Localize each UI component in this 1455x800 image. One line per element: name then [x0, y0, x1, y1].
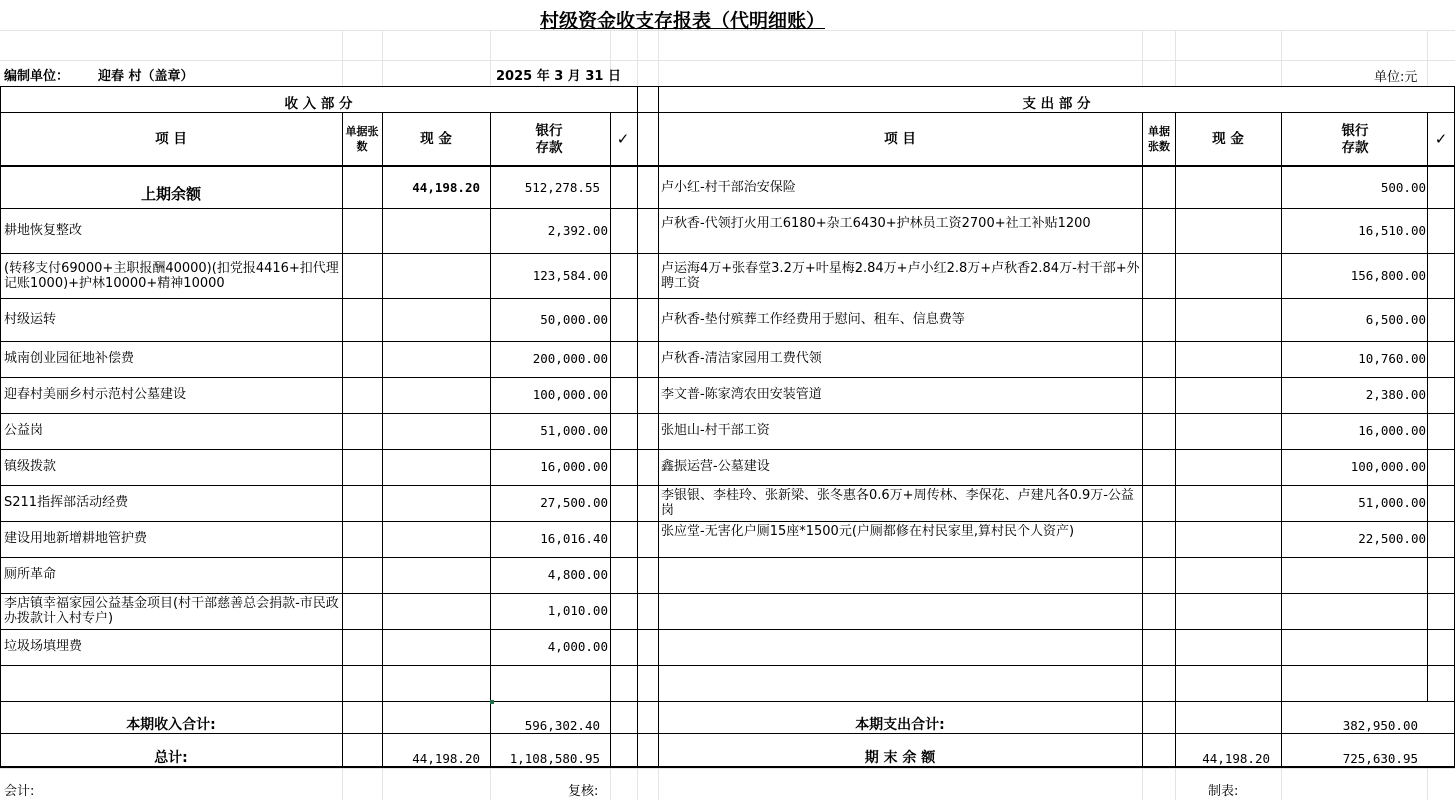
ending-balance-bank[interactable]: 725,630.95 [1342, 751, 1418, 766]
income-row-item[interactable]: 李店镇幸福家园公益基金项目(村干部慈善总会捐款-市民政办拨款计入村专户) [4, 596, 339, 626]
income-row-bank[interactable]: 1,010.00 [547, 603, 608, 618]
expense-total-bank[interactable]: 382,950.00 [1342, 718, 1418, 733]
income-row-bank[interactable]: 2,392.00 [547, 222, 608, 238]
unit-name[interactable]: 迎春 村（盖章） [98, 69, 194, 84]
expense-bank-header[interactable]: 银行存款 [1341, 123, 1369, 156]
income-row-item[interactable]: 迎春村美丽乡村示范村公墓建设 [4, 387, 187, 402]
expense-total-label[interactable]: 本期支出合计: [855, 717, 945, 733]
income-row-bank[interactable]: 50,000.00 [540, 311, 608, 327]
income-check-header[interactable]: ✓ [616, 130, 630, 148]
income-row-bank[interactable]: 200,000.00 [532, 351, 608, 366]
ending-balance-label[interactable]: 期 末 余 额 [864, 750, 936, 766]
income-row-bank[interactable]: 16,016.40 [540, 531, 608, 546]
footer-accountant[interactable]: 会计: [4, 784, 35, 799]
income-row-item[interactable]: S211指挥部活动经费 [4, 495, 129, 510]
expense-row-item[interactable]: 卢运海4万+张春堂3.2万+叶星梅2.84万+卢小红2.8万+卢秋香2.84万-村干部+外聘工资 [661, 260, 1140, 291]
income-row-bank[interactable]: 51,000.00 [540, 423, 608, 438]
cell-marker [490, 700, 494, 704]
expense-row-item[interactable]: 鑫振运营-公墓建设 [661, 459, 770, 474]
expense-row-bank[interactable]: 6,500.00 [1365, 311, 1426, 327]
report-date[interactable]: 2025 年 3 月 31 日 [496, 69, 621, 84]
income-item-header[interactable]: 项 目 [155, 131, 187, 147]
expense-row-item[interactable]: 张应堂-无害化户厕15座*1500元(户厕都修在村民家里,算村民个人资产) [661, 524, 1075, 539]
ending-balance-cash[interactable]: 44,198.20 [1202, 751, 1270, 766]
income-row-cash[interactable]: 44,198.20 [412, 180, 480, 195]
expense-row-bank[interactable]: 16,000.00 [1358, 423, 1426, 438]
expense-cash-header[interactable]: 现 金 [1212, 131, 1244, 147]
income-total-label[interactable]: 本期收入合计: [126, 717, 216, 733]
expense-row-bank[interactable]: 22,500.00 [1358, 531, 1426, 546]
income-row-item[interactable]: 耕地恢复整改 [4, 222, 83, 238]
expense-row-item[interactable]: 卢小红-村干部治安保险 [661, 180, 796, 195]
expense-item-header[interactable]: 项 目 [884, 131, 916, 147]
footer-preparer[interactable]: 制表: [1208, 784, 1239, 799]
income-row-item[interactable]: 公益岗 [4, 423, 44, 438]
income-bank-header[interactable]: 银行存款 [535, 123, 563, 156]
income-row-item[interactable]: 厕所革命 [4, 567, 57, 582]
grand-total-label[interactable]: 总计: [154, 750, 188, 766]
income-row-bank[interactable]: 4,000.00 [547, 639, 608, 654]
expense-row-item[interactable]: 张旭山-村干部工资 [661, 423, 770, 438]
income-row-item[interactable]: 建设用地新增耕地管护费 [4, 531, 148, 546]
expense-row-bank[interactable]: 100,000.00 [1350, 459, 1426, 474]
expense-row-bank[interactable]: 10,760.00 [1358, 351, 1426, 366]
income-row-bank[interactable]: 4,800.00 [547, 567, 608, 582]
income-section-header[interactable]: 收 入 部 分 [284, 96, 353, 112]
income-row-bank[interactable]: 512,278.55 [524, 180, 600, 195]
expense-row-item[interactable]: 卢秋香-垫付殡葬工作经费用于慰问、租车、信息费等 [661, 311, 965, 327]
income-row-item[interactable]: 城南创业园征地补偿费 [4, 351, 135, 366]
expense-row-item[interactable]: 李文普-陈家湾农田安装管道 [661, 387, 822, 402]
income-row-bank[interactable]: 123,584.00 [532, 267, 608, 283]
expense-section-header[interactable]: 支 出 部 分 [1022, 96, 1091, 112]
income-row-item[interactable]: 上期余额 [140, 185, 201, 203]
expense-row-item[interactable]: 李银银、李桂玲、张新梁、张冬惠各0.6万+周传林、李保花、卢建凡各0.9万-公益岗 [661, 488, 1134, 518]
grand-total-bank[interactable]: 1,108,580.95 [509, 751, 600, 766]
income-row-item[interactable]: 村级运转 [4, 311, 57, 327]
currency-unit[interactable]: 单位:元 [1374, 70, 1418, 85]
income-row-item[interactable]: (转移支付69000+主职报酬40000)(扣党报4416+扣代理记账1000)+护林10000+精神10000 [4, 260, 339, 291]
income-total-bank[interactable]: 596,302.40 [524, 718, 600, 733]
expense-vouchers-header[interactable]: 单据张数 [1148, 125, 1170, 153]
income-row-bank[interactable]: 16,000.00 [540, 459, 608, 474]
income-row-item[interactable]: 垃圾场填埋费 [4, 639, 83, 654]
income-vouchers-header[interactable]: 单据张数 [345, 125, 379, 153]
expense-row-bank[interactable]: 16,510.00 [1358, 222, 1426, 238]
expense-row-bank[interactable]: 156,800.00 [1350, 267, 1426, 283]
income-row-bank[interactable]: 100,000.00 [532, 387, 608, 402]
income-cash-header[interactable]: 现 金 [420, 131, 452, 147]
expense-row-item[interactable]: 卢秋香-清洁家园用工费代领 [661, 351, 822, 366]
income-row-item[interactable]: 镇级拨款 [4, 459, 57, 474]
expense-row-bank[interactable]: 2,380.00 [1365, 387, 1426, 402]
expense-row-item[interactable]: 卢秋香-代领打火用工6180+杂工6430+护林员工资2700+社工补贴1200 [661, 215, 1091, 231]
expense-row-bank[interactable]: 500.00 [1380, 180, 1426, 195]
income-row-bank[interactable]: 27,500.00 [540, 495, 608, 510]
expense-check-header[interactable]: ✓ [1434, 130, 1448, 148]
expense-row-bank[interactable]: 51,000.00 [1358, 495, 1426, 510]
unit-label[interactable]: 编制单位： [4, 69, 70, 84]
footer-reviewer[interactable]: 复核: [568, 784, 599, 799]
grand-total-cash[interactable]: 44,198.20 [412, 751, 480, 766]
report-title[interactable]: 村级资金收支存报表（代明细账） [540, 10, 826, 32]
